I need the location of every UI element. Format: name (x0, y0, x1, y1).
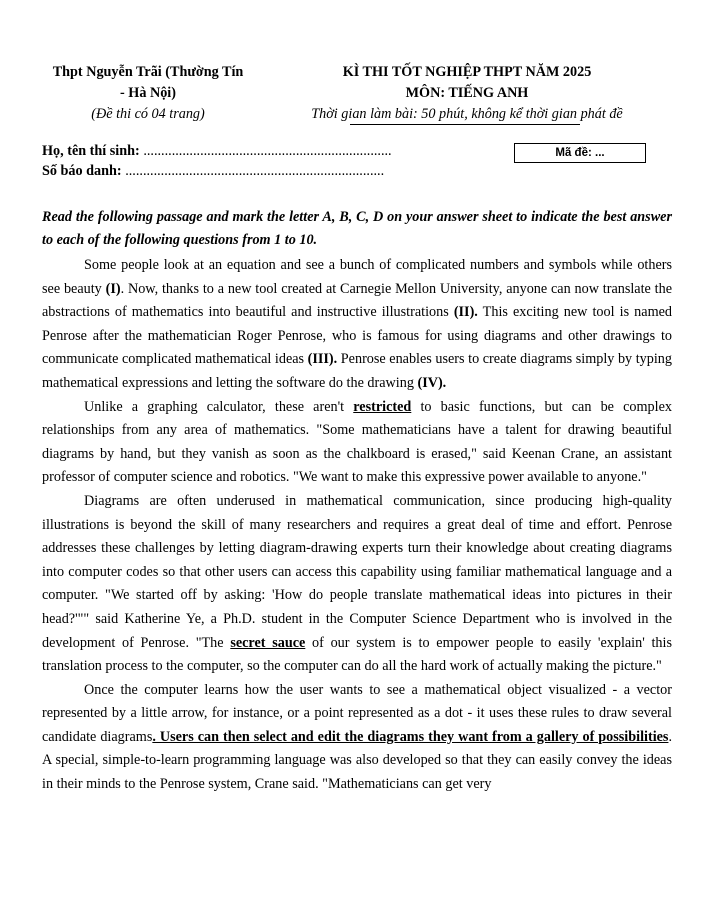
exam-title: KÌ THI TỐT NGHIỆP THPT NĂM 2025 (342, 64, 592, 80)
marker-ii: (II). (453, 304, 478, 321)
instruction: Read the following passage and mark the letter A, B, C, D on your answer sheet to indicate the best answer to each of the following questions from 1 to 10. (42, 209, 672, 248)
school-name-line1: Thpt Nguyễn Trãi (Thường Tín (52, 64, 244, 80)
underlined-sentence: . Users can then select and edit the diagrams they want from a gallery of possibilities (152, 728, 669, 745)
candidate-id-label: Số báo danh: (42, 163, 122, 179)
underlined-restricted: restricted (353, 398, 412, 415)
candidate-name-label: Họ, tên thí sinh: (42, 143, 140, 159)
candidate-name-field: ...................................................................... (139, 143, 392, 159)
exam-time-note: Thời gian làm bài: 50 phút, không kể thời gian phát đề (311, 106, 623, 122)
reading-passage (42, 254, 672, 797)
paragraph-4: Once the computer learns how the user wants to see a mathematical object visualized - a vector represented by a little arrow, for instance, or a point represented as a dot - it uses these rules to draw several candidate diagrams. Users can then select and edit the diagrams they want from a gallery of possibilities. A special, simple-to-learn programming language was also developed so that they can easily convey the ideas in their minds to the Penrose system, Crane said. "Mathematicians can get very (42, 681, 672, 793)
exam-header (292, 62, 642, 125)
header-rule (350, 124, 580, 125)
pages-note: (Đề thi có 04 trang) (91, 106, 205, 122)
paragraph-1: Some people look at an equation and see a bunch of complicated numbers and symbols while others see beauty (I). Now, thanks to a new tool created at Carnegie Mellon University, anyone can now translate the abstractions of mathematics into beautiful and instructive illustrations (II). This exciting new tool is named Penrose after the mathematician Roger Penrose, who is famous for using diagrams and other drawings to communicate complicated mathematical ideas (III). Penrose enables users to create diagrams simply by typing mathematical expressions and letting the software do the drawing (IV). (42, 257, 673, 391)
marker-iii: (III). (307, 351, 338, 368)
marker-iv: (IV). (417, 374, 447, 391)
candidate-id-field: ......................................................................... (121, 163, 385, 179)
school-name-line2: - Hà Nội) (120, 85, 176, 101)
exam-subject: MÔN: TIẾNG ANH (405, 85, 529, 101)
candidate-info (42, 141, 392, 181)
paragraph-3: Diagrams are often underused in mathematical communication, since producing high-quality illustrations is beyond the skill of many researchers and requires a great deal of time and effort. Penrose addresses these challenges by letting diagram-drawing experts turn their knowledge about creating diagrams into computer codes so that other users can access this capability using familiar mathematical language and a computer. "We started off by asking: 'How do people translate mathematical ideas into pictures in their head?'"" said Katherine Ye, a Ph.D. student in the Computer Science Department who is involved in the development of Penrose. "The secret sauce of our system is to empower people to easily 'explain' this translation process to the computer, so the computer can do all the hard work of actually making the picture." (42, 492, 672, 675)
paragraph-2: Unlike a graphing calculator, these aren't restricted to basic functions, but can be complex relationships from any area of mathematics. "Some mathematicians have a talent for drawing beautiful diagrams by hand, but they vanish as soon as the chalkboard is erased," said Keenan Crane, an assistant professor of computer science and robotics. "We want to make this expressive power available to anyone." (42, 398, 672, 486)
underlined-secret-sauce: secret sauce (230, 634, 306, 651)
marker-i: (I) (105, 280, 121, 297)
exam-code-box: Mã đề: ... (514, 143, 646, 163)
school-header (38, 62, 258, 125)
